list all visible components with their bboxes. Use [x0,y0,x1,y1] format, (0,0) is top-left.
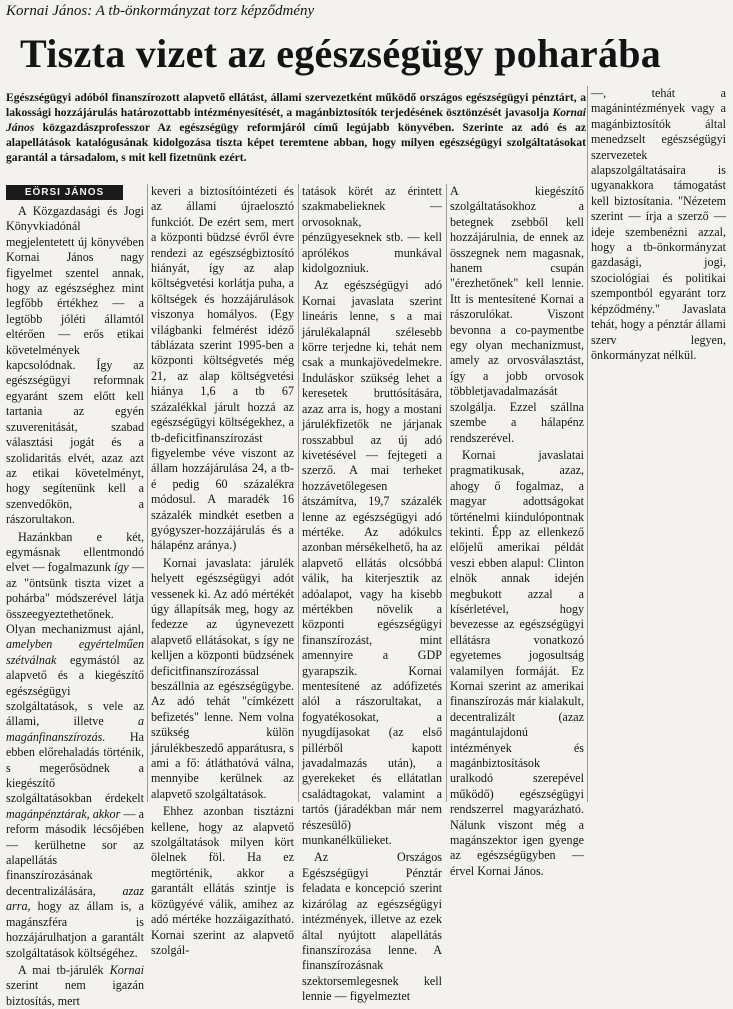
italic-run: amelyben egyértelműen szétválnak [6,637,144,667]
article-column-2 [151,184,294,957]
text-run: szerint nem igazán biztosítás, mert [6,978,144,1008]
text-run: hogy az állam is, a magánszféra is hozzájárulhatjon a garantált szolgáltatások költségéhez. [6,899,144,960]
paragraph: —, tehát a magánintézmények vagy a magánbiztosítók által menedzselt egészségügyi szervezetek alapszolgáltatásaira is ugyanakkora támogatást kell biztosítania. "Nézetem szerint — írja a szerző — ideje szembenézni azzal, hogy a tb-önkormányzat gazdasági, jogi, szociológiai és politikai szempontból egyaránt torz képződmény." Javaslata tehát, hogy a pénztár állami szerv legyen, önkormányzat nélkül. [591,86,726,362]
article-column-4 [450,184,584,878]
article-column-5 [591,86,726,802]
text-run: — az "öntsünk tiszta vizet a pohárba" módszerével látja összeegyeztethetőnek. Olyan mechanizmust ajánl, [6,560,144,636]
column-rule [298,184,299,802]
byline: EÖRSI JÁNOS [6,185,123,200]
italic-run: azaz arra, [6,883,144,914]
paragraph: Kornai javaslata: járulék helyett egészségügyi adót vessenek ki. Az adó mértékét úgy állapítsák meg, hogy az fedezze az úgynevezett alapvető ellátásokat, s így ne kelljen a központi büdzsének deficitfinanszírozással beszállnia az egészségügybe. Az adó tehát "címkézett befizetés" lenne. Nem volna szükség külön járulékbeszedő apparátusra, s ami a fő: átláthatóvá válna, mennyibe kerülnek az alapvető szolgáltatások. [151,555,294,801]
paragraph [6,963,144,1009]
column-rule [446,184,447,802]
paragraph: tatások körét az érintett szakmabelieknek — orvosoknak, pénzügyeseknek stb. — kell aprólékos munkával kidolgozniuk. [302,184,442,276]
text-run: Ha ebben előrehaladás történik, s megerősödnek a kiegészítő szolgáltatásokban érdekelt [6,729,144,806]
lead-text-1: Egészségügyi adóból finanszírozott alapvető ellátást, állami szervezetként működő országos egészségügyi pénztárt, a lakossági hozzájárulás határozottabb intézményesítését, a magánbiztosítók terjedésének ösztönzését javasolja [6,91,586,120]
lead-author: Kornai János [6,106,586,135]
italic-run: magánpénztárak, akkor [6,806,121,821]
text-run: Ehhez azonban tisztázni kellene, hogy az alapvető szolgáltatások milyen kört ölelnek föl. Ha ez megtörténik, akkor a garantált ellátás szintje is közügyévé válik, amihez az adó mértéke hozzáigazítható. [151,804,294,927]
paragraph [6,530,144,961]
article-column-3 [302,184,442,1004]
paragraph: Kornai javaslatai pragmatikusak, azaz, ahogy ő fogalmaz, a magyar adottságokat történelmi kiindulópontnak tekinti. Épp az ellenkező előjelű amerikai példát veszi ebben alapul: Clinton elnök annak idején megbukott azzal a kísérletével, hogy bevezesse az egészségügyi ellátásra vonatkozó egyetemes jogosultság valamilyen formáját. Ez Kornai szerint az amerikai finanszírozás már kialakult, decentralizált (azaz magántulajdonú intézmények és magánbiztosítások uralkodó szerepével működő) egészségügyi rendszerrel magyarázható. Nálunk viszont még a magánszektor igen gyenge az egészségügyben — érvel Kornai János. [450,447,584,878]
italic-run: Kornai [109,962,144,977]
lead-text-2: közgazdászprofesszor Az egészségügy reformjáról című legújabb könyvében. Szerinte az adó és az alapellátások katalógusának kidolgozása tiszta képet teremtene abban, hogy milyen egészségügyi szolgáltatásokat garantál a társadalom, s mit kell fizetnünk ezért. [6,121,586,165]
article-lead [6,90,586,165]
column-rule [147,184,148,802]
paragraph: keveri a biztosítóintézeti és az állami újraelosztó funkciót. De ezért sem, mert a központi büdzsé évről évre rendezi az egészségbiztosító hiányát, így az alap költségvetési korlátja puha, a költségek és hozzájárulások viszonya homályos. (Egy világbanki felmérést idéző táblázata szerint 1995-ben a központi költségvetés még 21, az alap költségvetési hiánya 1,6 a tb 67 százalékkal járult hozzá az egészségügyi költségekhez, a tb-deficitfinanszírozást figyelembe véve viszont az állam hozzájárulása 24, a tb-é pedig 60 százalékra módosul. A maradék 16 százalék mindkét esetben a gyógyszer-hozzájárulás és a hálapénz aránya.) [151,184,294,553]
text-run: egymástól az alapvető és a kiegészítő egészségügyi szolgáltatások, s vele az állami, illetve [6,652,144,729]
paragraph: Az egészségügyi adó Kornai javaslata szerint lineáris lenne, s a mai járulékalapnál szélesebb körre terjedne ki, tehát nem csak a munkajövedelmekre. Induláskor szükség lehet a keresetek bruttósítására, azaz arra is, hogy a mostani járulékfizetők ne járjanak rosszabbul az új adó kivetésével — fejtegeti a szerző. A mai terheket hozzávetőlegesen átszámítva, 19,7 százalék lenne az egészségügyi adó mértéke. Az adókulcs azonban mérsékelhető, ha az alapvető ellátás olcsóbbá válik, ha kiterjesztik az adóalapot, vagy ha kisebb mértékben növelik a központi egészségügyi finanszírozást, mint amennyire a GDP gyarapszik. Kornai mentesítené az adófizetés alól a rászorultakat, a fogyatékosokat, a nyugdíjasokat (az első pillérből kapott javadalmazás után), a gyerekeket és ellátatlan családtagokat, valamint a tartós (járadékban már nem részesülő) munkanélkülieket. [302,278,442,848]
italic-run: a magánfinanszírozás. [6,714,144,744]
paragraph: A kiegészítő szolgáltatásokhoz a betegnek zsebből kell hozzájárulnia, de ennek az összegnek nem magasnak, hanem csupán "érezhetőnek" kell lennie. Itt is mentesítené Kornai a rászorulókat. Viszont bevonna a co-paymentbe egy olyan mechanizmust, amely az orvosválasztást, így a jobb orvosok többletjavadalmazását szolgálja. Ezzel szállna szembe a hálapénz rendszerével. [450,184,584,445]
article-column-1 [6,204,144,1008]
article-kicker: Kornai János: A tb-önkormányzat torz képződmény [6,3,315,19]
italic-run: így [114,560,129,575]
text-run: Hazánkban e két, egymásnak ellentmondó elvet — fogalmazunk [6,529,144,575]
text-run: A mai tb-járulék [18,962,110,977]
paragraph: Az Országos Egészségügyi Pénztár feladata e koncepció szerint kizárólag az egészségügyi intézmények, illetve az ezek által nyújtott alapellátás finanszírozása lenne. A finanszírozásnak szektorsemlegesnek kell lennie — figyelmeztet [302,850,442,1004]
column-rule [587,86,588,802]
text-run: Kornai szerint az alapvető szolgál- [151,927,294,957]
text-run: — a reform második lécsőjében — kerülhetne sor az alapellátás finanszírozásának decentralizálására, [6,806,144,898]
article-headline: Tiszta vizet az egészségügy poharába [20,31,662,76]
paragraph [151,804,294,958]
paragraph: A Közgazdasági és Jogi Könyvkiadónál megjelentetett új könyvében Kornai János nagy figyelmet szentel annak, hogy az egészséghez mint legfőbb értékhez — a legtöbb jóléti államtól eltérően — erős etikai követelmények kapcsolódnak. Így az egészségügyi reformnak egyaránt szem előtt kell tartania az egyén szuverenitását, szabad választási jogát és a szolidaritás elvét, azaz azt az etikai követelményt, hogy segítenünk kell a szenvedőkön, a rászorultakon. [6,204,144,527]
